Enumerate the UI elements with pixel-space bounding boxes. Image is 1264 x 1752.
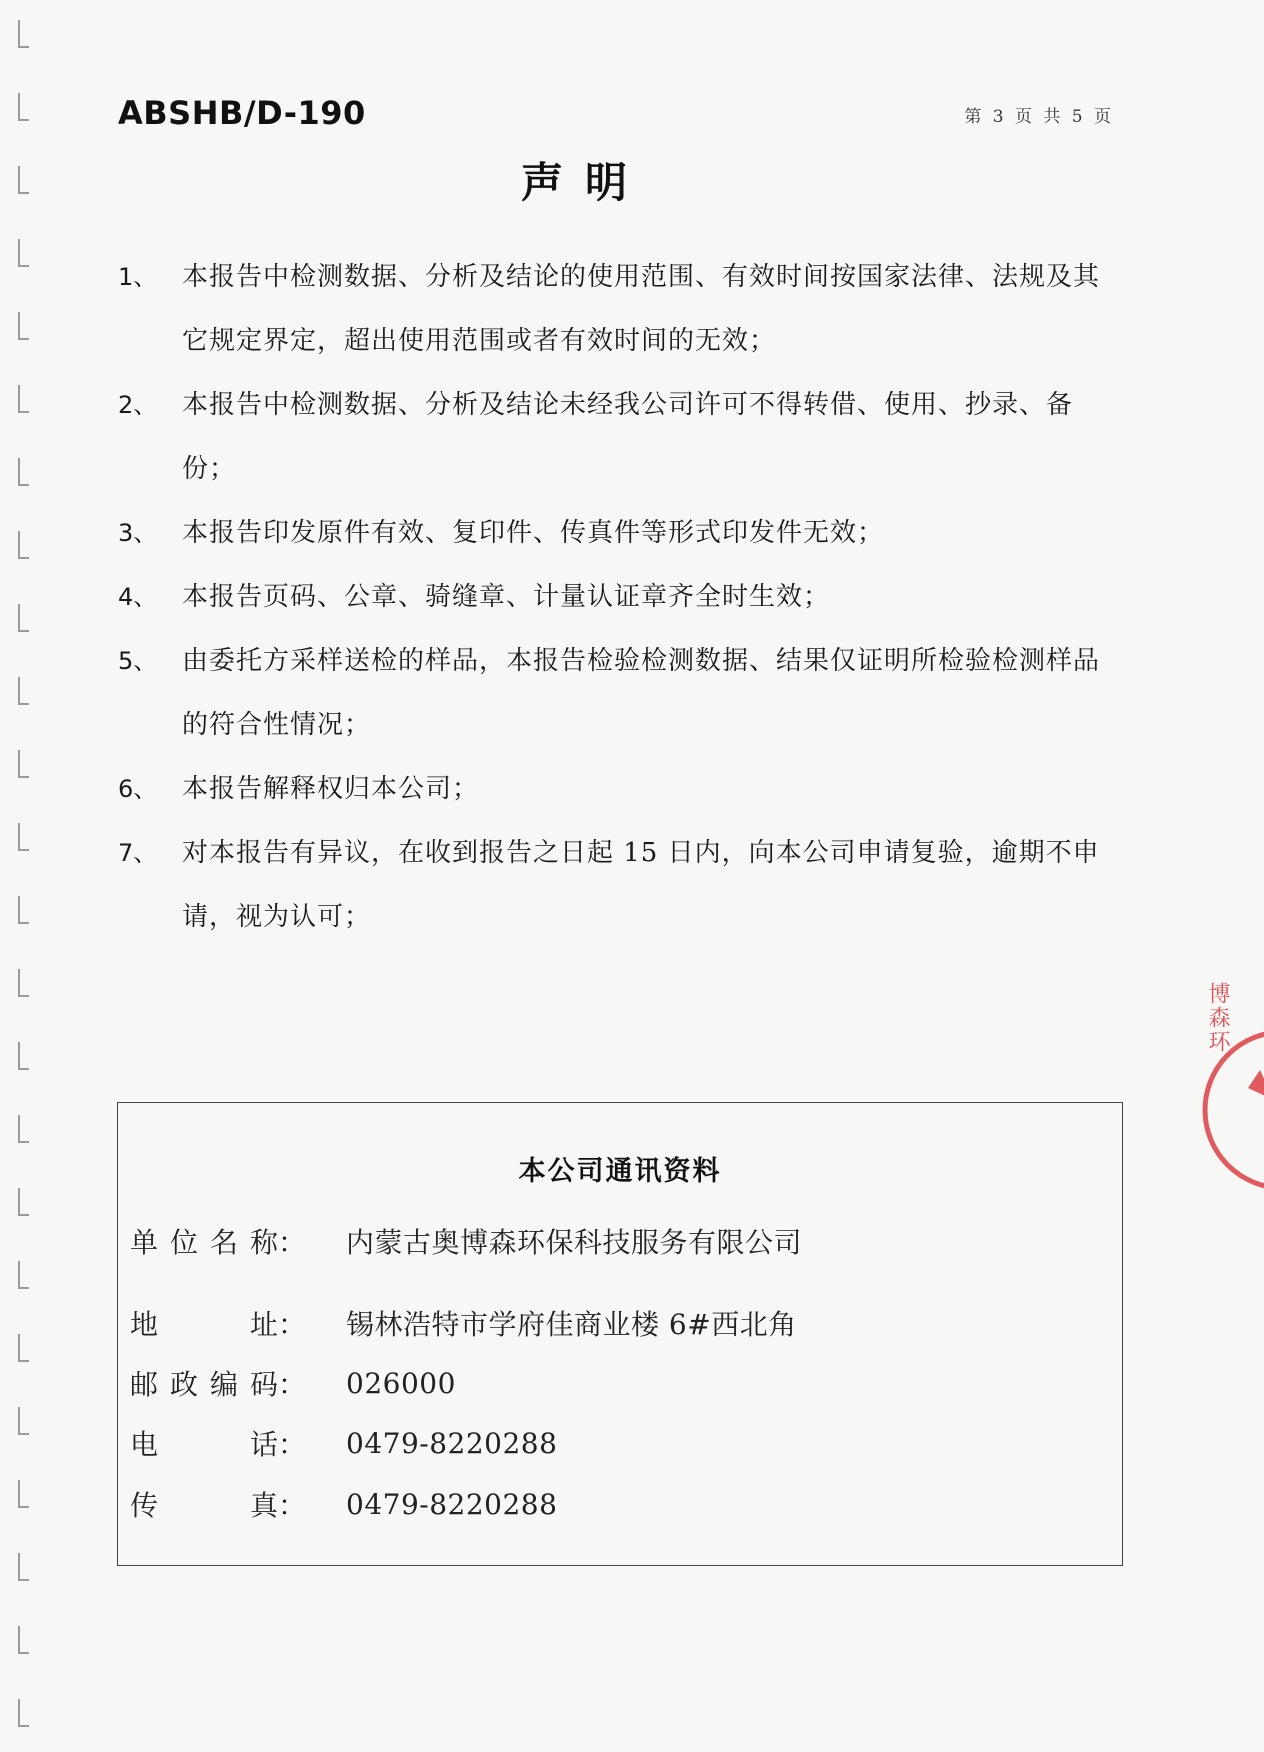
clause-2 <box>118 373 1118 501</box>
label-colon: ： <box>278 1368 307 1401</box>
contact-label <box>130 1423 278 1463</box>
red-seal-stamp <box>1198 960 1264 1230</box>
scan-binding-marks <box>18 0 32 1752</box>
company-name: 内蒙古奥博森环保科技服务有限公司 <box>346 1226 803 1259</box>
clause-number: 2、 <box>118 391 158 419</box>
binding-mark <box>18 677 29 705</box>
postcode-value: 026000 <box>346 1366 456 1400</box>
contact-info-title: 本公司通讯资料 <box>518 1156 722 1187</box>
seal-text: 博森环 <box>1205 982 1230 1054</box>
label-colon: ： <box>278 1308 307 1341</box>
binding-mark <box>18 239 29 267</box>
label-char: 址 <box>249 1308 278 1341</box>
label-char: 话 <box>249 1428 278 1461</box>
binding-mark <box>18 312 29 340</box>
page-number: 第 3 页 共 5 页 <box>964 107 1114 127</box>
contact-row-company <box>130 1221 802 1261</box>
binding-mark <box>18 1188 29 1216</box>
binding-mark <box>18 20 29 48</box>
clause-text: 本报告中检测数据、分析及结论未经我公司许可不得转借、使用、抄录、备份； <box>182 390 1074 484</box>
contact-row-postcode <box>130 1363 456 1403</box>
clause-1 <box>118 245 1118 373</box>
clause-6 <box>118 757 1118 821</box>
contact-label <box>130 1363 278 1403</box>
contact-info-box <box>117 1102 1123 1566</box>
contact-row-phone <box>130 1423 557 1463</box>
clause-number: 7、 <box>118 839 158 867</box>
label-char: 电 <box>130 1428 159 1461</box>
clause-number: 6、 <box>118 775 158 803</box>
contact-label <box>130 1303 278 1343</box>
binding-mark <box>18 1261 29 1289</box>
binding-mark <box>18 458 29 486</box>
label-char: 位 <box>169 1226 198 1259</box>
label-char: 地 <box>130 1308 159 1341</box>
binding-mark <box>18 1699 29 1727</box>
binding-mark <box>18 1407 29 1435</box>
document-code: ABSHB/D-190 <box>118 94 366 132</box>
binding-mark <box>18 1626 29 1654</box>
clause-number: 1、 <box>118 263 158 291</box>
label-colon: ： <box>278 1489 307 1522</box>
contact-row-fax <box>130 1484 557 1524</box>
clause-text: 本报告中检测数据、分析及结论的使用范围、有效时间按国家法律、法规及其它规定界定，超出使用范围或者有效时间的无效； <box>182 262 1101 356</box>
binding-mark <box>18 750 29 778</box>
clause-text: 本报告页码、公章、骑缝章、计量认证章齐全时生效； <box>182 582 831 612</box>
clause-5 <box>118 629 1118 757</box>
label-char: 码 <box>249 1368 278 1401</box>
contact-label <box>130 1484 278 1524</box>
label-char: 传 <box>130 1489 159 1522</box>
label-char: 邮 <box>130 1368 159 1401</box>
binding-mark <box>18 1553 29 1581</box>
contact-label <box>130 1221 278 1261</box>
label-colon: ： <box>278 1428 307 1461</box>
label-char: 编 <box>209 1368 238 1401</box>
clause-text: 对本报告有异议，在收到报告之日起 15 日内，向本公司申请复验，逾期不申请，视为认可； <box>182 838 1100 932</box>
binding-mark <box>18 1042 29 1070</box>
contact-row-address <box>130 1303 797 1343</box>
clause-text: 本报告印发原件有效、复印件、传真件等形式印发件无效； <box>182 518 885 548</box>
label-char: 名 <box>209 1226 238 1259</box>
label-char: 称 <box>249 1226 278 1259</box>
binding-mark <box>18 1334 29 1362</box>
binding-mark <box>18 969 29 997</box>
clause-text: 本报告解释权归本公司； <box>182 774 480 804</box>
label-char: 政 <box>169 1368 198 1401</box>
fax-value: 0479-8220288 <box>346 1487 558 1521</box>
declaration-list <box>118 245 1118 949</box>
clause-text: 由委托方采样送检的样品，本报告检验检测数据、结果仅证明所检验检测样品的符合性情况； <box>182 646 1101 740</box>
binding-mark <box>18 385 29 413</box>
label-char: 单 <box>130 1226 159 1259</box>
binding-mark <box>18 531 29 559</box>
clause-number: 5、 <box>118 647 158 675</box>
label-char: 真 <box>249 1489 278 1522</box>
binding-mark <box>18 896 29 924</box>
clause-3 <box>118 501 1118 565</box>
binding-mark <box>18 1115 29 1143</box>
clause-4 <box>118 565 1118 629</box>
binding-mark <box>18 604 29 632</box>
binding-mark <box>18 93 29 121</box>
binding-mark <box>18 823 29 851</box>
clause-7 <box>118 821 1118 949</box>
page-title: 声明 <box>520 158 649 207</box>
clause-number: 4、 <box>118 583 158 611</box>
binding-mark <box>18 1480 29 1508</box>
clause-number: 3、 <box>118 519 158 547</box>
address-value: 锡林浩特市学府佳商业楼 6#西北角 <box>346 1308 797 1341</box>
phone-value: 0479-8220288 <box>346 1426 558 1460</box>
label-colon: ： <box>278 1226 307 1259</box>
